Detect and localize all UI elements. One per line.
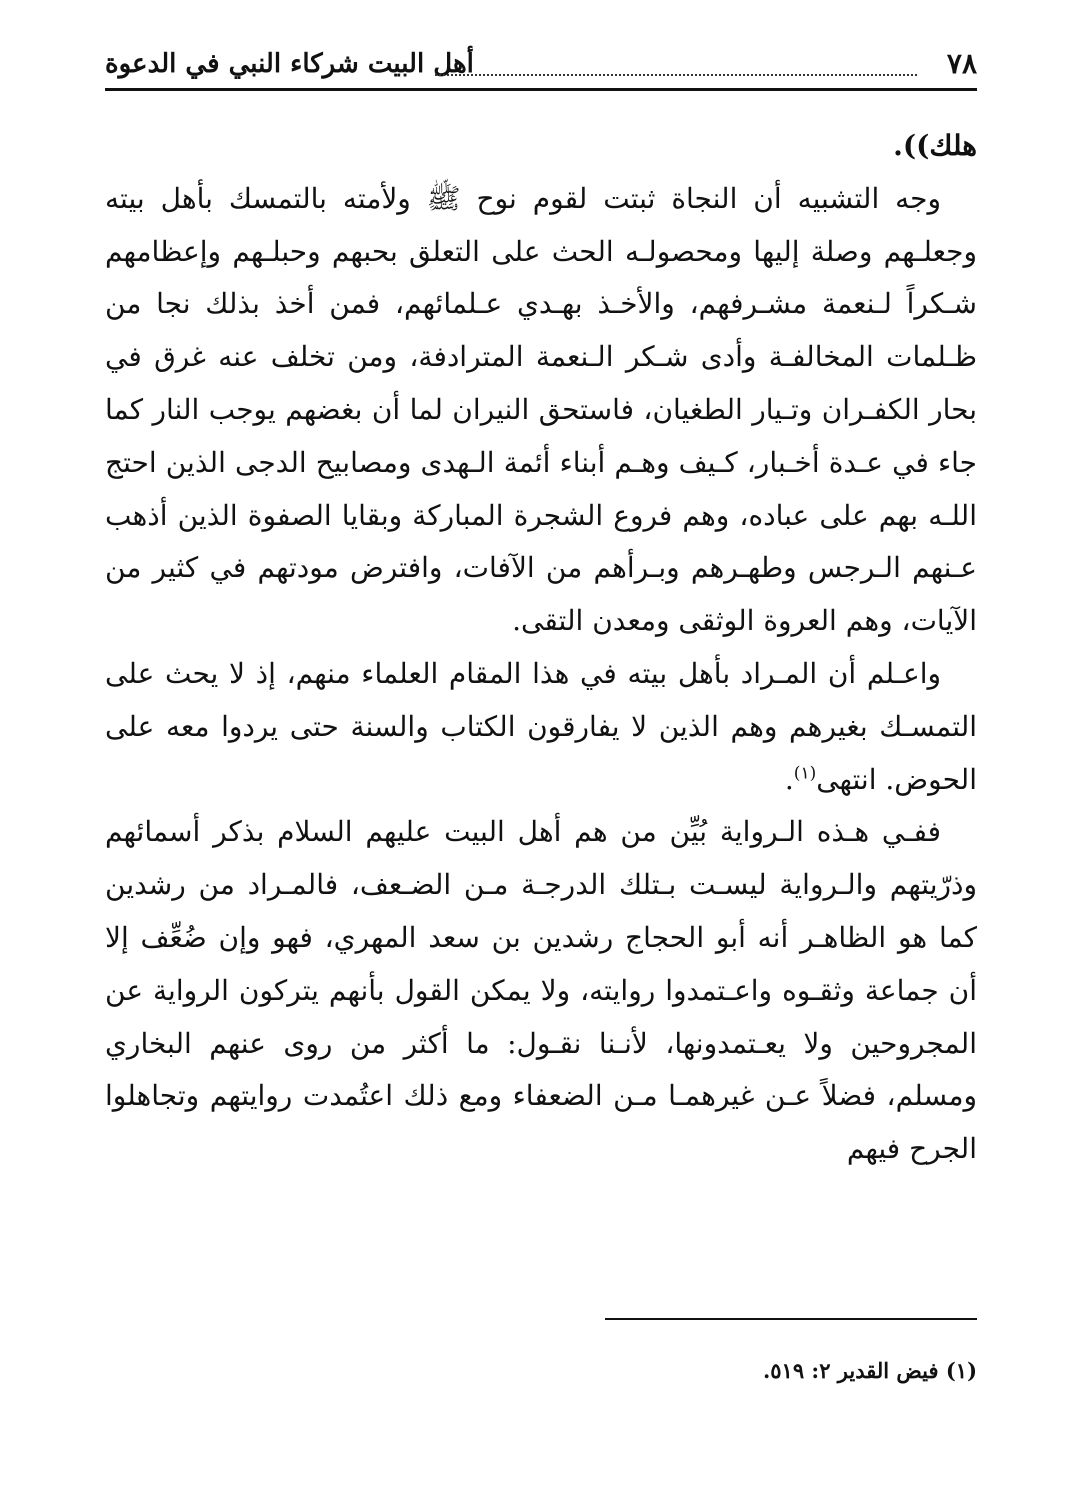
page-header [105,46,977,92]
paragraph [105,648,977,806]
paragraph-lead: هلك)). [893,129,977,162]
paragraph-continuation [105,120,977,173]
paragraph-text: واعـلم أن المـراد بأهل بيته في هذا المقام العلماء منهم، إذ لا يحث على التمسـك بغيرهم وهم الذين لا يفارقون الكتاب والسنة حتى يردوا معه على الحوض. انتهى [105,656,977,796]
footnote-text: (١) فيض القدير ٢: ٥١٩. [762,1358,977,1383]
paragraph [105,173,977,648]
page-number: ٧٨ [946,47,977,80]
paragraph [105,806,977,1176]
paragraph-tail: . [784,762,794,796]
footnote-rule [605,1318,977,1320]
running-title: أهل البيت شركاء النبي في الدعوة [105,49,474,79]
paragraph-text: ففـي هـذه الـرواية بُيِّن من هم أهل البيت عليهم السلام بذكر أسمائهم وذرّيتهم والـرواية ليسـت بـتلك الدرجـة مـن الضـعف، فالمـراد من رشدين كما هو الظاهـر أنه أبو الحجاج رشدين بن سعد المهري، فهو وإن ضُعِّف إلا أن جماعة وثقـوه واعـتمدوا روايته، ولا يمكن القول بأنهم يتركون الرواية عن المجروحين ولا يعـتمدونها، لأنـنا نقـول: ما أكثر من روى عنهم البخاري ومسلم، فضلاً عـن غيرهمـا مـن الضعفاء ومع ذلك اعتُمدت روايتهم وتجاهلوا الجرح فيهم [105,815,978,1166]
footnote [105,1356,977,1386]
paragraph-text: وجه التشبيه أن النجاة ثبتت لقوم نوح ﷺ ولأمته بالتمسك بأهل بيته وجعلـهم وصلة إليها ومحصولـه الحث على التعلق بحبهم وحبلـهم وإعظامهم شـكراً لـنعمة مشـرفهم، والأخـذ بهـدي عـلمائهم، فمن أخذ بذلك نجا من ظـلمات المخالفـة وأدى شـكر الـنعمة المترادفة، ومن تخلف عنه غرق في بحار الكفـران وتـيار الطغيان، فاستحق النيران لما أن بغضهم يوجب النار كما جاء في عـدة أخـبار، كـيف وهـم أبناء أئمة الـهدى ومصابيح الدجى الذين احتج اللـه بهم على عباده، وهم فروع الشجرة المباركة وبقايا الصفوة الذين أذهب عـنهم الـرجس وطهـرهم وبـرأهم من الآفات، وافترض مودتهم في كثير من الآيات، وهم العروة الوثقى ومعدن التقى. [105,181,977,638]
footnote-reference[interactable]: (١) [793,763,817,784]
body-text [105,120,977,1176]
header-rule [105,88,977,91]
dotted-leader [435,74,917,76]
